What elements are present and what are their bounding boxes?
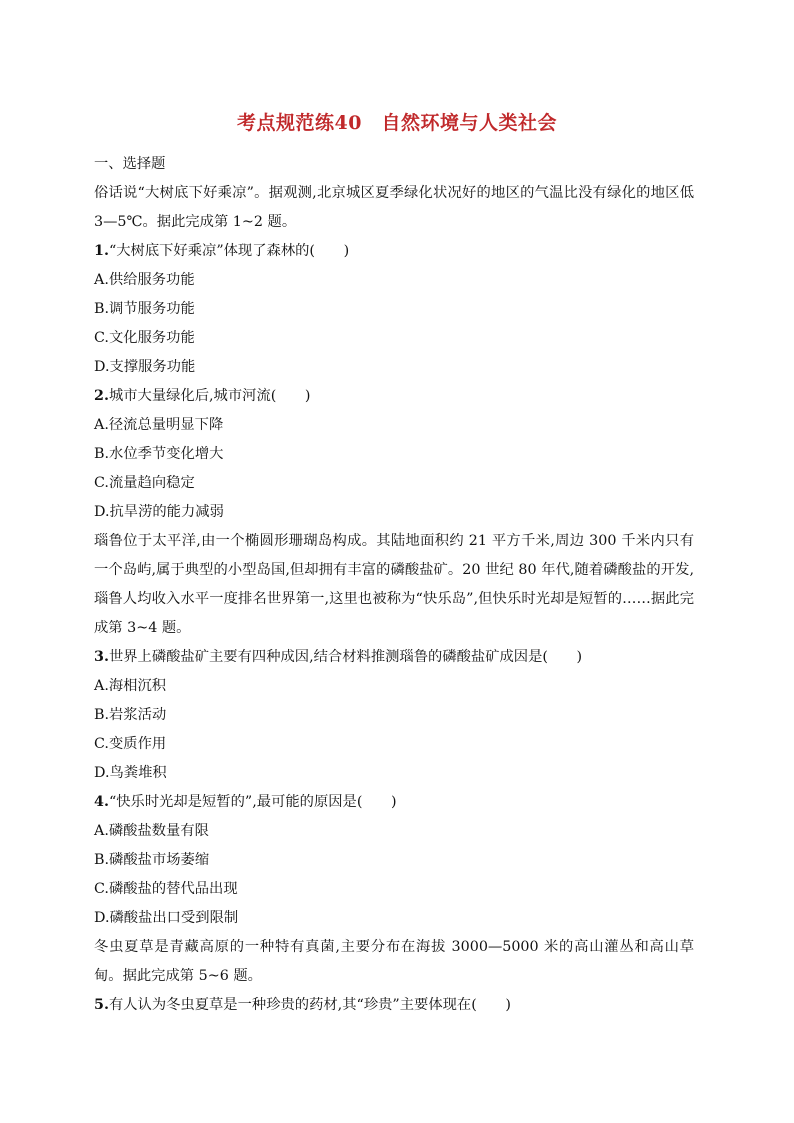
answer-option[interactable]: B.水位季节变化增大: [94, 446, 224, 462]
section-heading: 一、选择题: [94, 156, 166, 172]
question-stem: [94, 991, 694, 1020]
question-text: 城市大量绿化后,城市河流( ): [108, 388, 311, 404]
answer-option[interactable]: C.磷酸盐的替代品出现: [94, 881, 238, 897]
question-stem: [94, 643, 694, 672]
answer-option[interactable]: B.岩浆活动: [94, 707, 167, 723]
question-number: 1.: [94, 243, 109, 259]
answer-option[interactable]: D.鸟粪堆积: [94, 765, 167, 781]
question-stem: [94, 237, 694, 266]
question-number: 2.: [94, 388, 109, 404]
question-text: “大树底下好乘凉”体现了森林的( ): [108, 243, 350, 259]
question-text: 有人认为冬虫夏草是一种珍贵的药材,其“珍贵”主要体现在( ): [108, 997, 511, 1013]
answer-option[interactable]: A.径流总量明显下降: [94, 417, 224, 433]
answer-option[interactable]: C.流量趋向稳定: [94, 475, 195, 491]
answer-option[interactable]: D.抗旱涝的能力减弱: [94, 504, 224, 520]
answer-option[interactable]: C.文化服务功能: [94, 330, 195, 346]
answer-option[interactable]: A.海相沉积: [94, 678, 167, 694]
question-stem: [94, 788, 694, 817]
reading-passage: 俗话说“大树底下好乘凉”。据观测,北京城区夏季绿化状况好的地区的气温比没有绿化的地区低3—5℃。据此完成第 1~2 题。: [94, 185, 694, 230]
page-title: 考点规范练40 自然环境与人类社会: [237, 112, 557, 134]
answer-option[interactable]: B.调节服务功能: [94, 301, 195, 317]
answer-option[interactable]: D.磷酸盐出口受到限制: [94, 910, 239, 926]
answer-option[interactable]: A.供给服务功能: [94, 272, 195, 288]
reading-passage: 瑙鲁位于太平洋,由一个椭圆形珊瑚岛构成。其陆地面积约 21 平方千米,周边 300 千米内只有一个岛屿,属于典型的小型岛国,但却拥有丰富的磷酸盐矿。20 世纪 80 年代,随着磷酸盐的开发,瑙鲁人均收入水平一度排名世界第一,这里也被称为“快乐岛”,但快乐时光却是短暂的……据此完成第 3~4 题。: [94, 533, 694, 636]
question-stem: [94, 382, 694, 411]
question-number: 3.: [94, 649, 109, 665]
answer-option[interactable]: C.变质作用: [94, 736, 167, 752]
question-text: “快乐时光却是短暂的”,最可能的原因是( ): [108, 794, 397, 810]
document-body: [94, 150, 694, 1020]
answer-option[interactable]: A.磷酸盐数量有限: [94, 823, 209, 839]
question-text: 世界上磷酸盐矿主要有四种成因,结合材料推测瑙鲁的磷酸盐矿成因是( ): [108, 649, 583, 665]
answer-option[interactable]: D.支撑服务功能: [94, 359, 196, 375]
reading-passage: 冬虫夏草是青藏高原的一种特有真菌,主要分布在海拔 3000—5000 米的高山灌丛和高山草甸。据此完成第 5~6 题。: [94, 939, 694, 984]
answer-option[interactable]: B.磷酸盐市场萎缩: [94, 852, 210, 868]
question-number: 5.: [94, 997, 109, 1013]
question-number: 4.: [94, 794, 109, 810]
